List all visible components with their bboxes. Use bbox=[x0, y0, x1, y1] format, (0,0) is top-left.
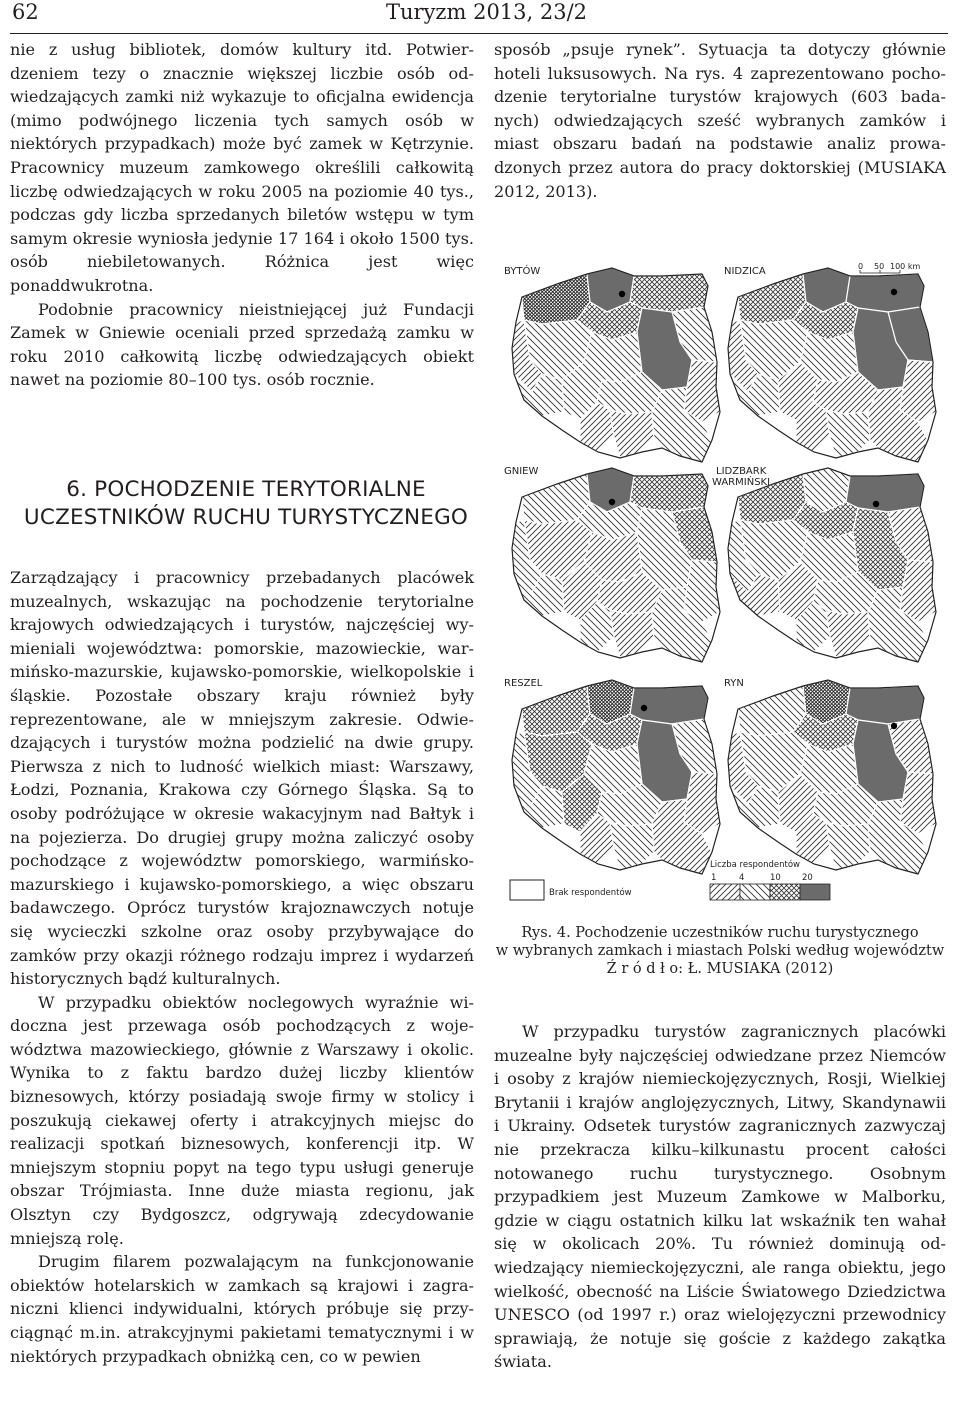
map-panel bbox=[512, 268, 720, 462]
castle-location-marker bbox=[891, 723, 897, 729]
map-label-gniew: GNIEW bbox=[504, 466, 539, 477]
scale-tick-label: 50 bbox=[874, 262, 885, 271]
legend-swatch-4 bbox=[800, 884, 830, 900]
source-label: Ź r ó d ł o: bbox=[606, 961, 684, 977]
paragraph: W przypadku turystów zagranicznych placówki muzealne były najczęściej odwiedzane przez Niemców i osoby z krajów niemieckojęzycznych, Rosji, Wielkiej Brytanii i krajów anglojęzycznych, Litwy, Skandynawii i Ukrainy. Odsetek turystów zagranicznych zazwyczaj nie przekracza kilku–kilkunastu procent całości notowanego ruchu turystycznego. Osobnym przypadkiem jest Muzeum Zamkowe w Malborku, gdzie w ciągu ostatnich kilku lat wskaźnik ten wahał się w okolicach 20%. Tu również dominują odwiedzający niemieckojęzyczni, ale ranga obiektu, jego wielkość, obecność na Liście Światowego Dziedzictwa UNESCO (od 1997 r.) oraz wielojęzyczni przewodnicy sprawiają, że notuje się goście z każdego zakątka świata. bbox=[494, 1022, 946, 1372]
scale-tick-label: 100 km bbox=[890, 262, 921, 271]
voivodeship-region bbox=[846, 474, 924, 512]
figure-caption bbox=[494, 924, 946, 978]
figure-maps bbox=[494, 258, 946, 910]
voivodeship-region bbox=[846, 274, 924, 312]
map-label-nidzica: NIDZICA bbox=[724, 266, 766, 277]
source-initial: Ł. M bbox=[687, 961, 722, 977]
castle-location-marker bbox=[873, 501, 879, 507]
voivodeship-region bbox=[630, 274, 708, 312]
section-heading-line: 6. POCHODZENIE TERYTORIALNE bbox=[66, 477, 426, 502]
legend-tick: 4 bbox=[739, 873, 745, 883]
map-label-ryn: RYN bbox=[724, 678, 744, 689]
map-label-bytow: BYTÓW bbox=[504, 266, 541, 277]
castle-location-marker bbox=[609, 499, 615, 505]
legend-swatch-2 bbox=[740, 884, 770, 900]
map-label-lidzbark-line1: LIDZBARK bbox=[716, 466, 767, 477]
map-label-lidzbark-line2: WARMIŃSKI bbox=[712, 477, 771, 488]
map-panel bbox=[512, 680, 720, 874]
castle-location-marker bbox=[619, 291, 625, 297]
author-initial: M bbox=[863, 157, 881, 177]
paragraph: Zarządzający i pracownicy przebadanych placówek muzealnych, wskazując na pochodzenie terytorialne krajowych odwiedzających i turystów, najczęściej wymieniali województwa: pomorskie, mazowieckie, warmińsko-mazurskie, kujawsko-pomorskie, wielkopolskie i śląskie. Pozostałe obszary kraju również były reprezentowane, ale w mniejszym zakresie. Odwiedzających i turystów można podzielić na dwie grupy. Pierwsza z nich to ludność wielkich miast: Warszawy, Łodzi, Poznania, Krakowa czy Górnego Śląska. Są to osoby podróżujące w okresie wakacyjnym nad Bałtyk i na pojezierza. Do drugiej grupy można zaliczyć osoby pochodzące z województw pomorskiego, warmińsko-mazurskiego i kujawsko-pomorskiego, a więc obszaru badawczego. Oprócz turystów krajoznawczych notuje się wycieczki szkolne oraz osoby przybywające do zamków przy okazji różnego rodzaju imprez i wydarzeń historycznych bądź kulturalnych. bbox=[10, 568, 474, 989]
legend-swatch-none bbox=[510, 880, 544, 900]
paragraph: W przypadku obiektów noclegowych wyraźnie widoczna jest przewaga osób pochodzących z województwa mazowieckiego, głównie z Warszawy i okolic. Wynika to z faktu bardzo dużej liczby klientów biznesowych, którzy posiadają swoje firmy w stolicy i poszukują ciekawej oferty i atrakcyjnych miejsc do realizacji spotkań biznesowych, konferencji itp. W mniejszym stopniu popyt na tego typu usługi generuje obszar Trójmiasta. Inne duże miasta regionu, jak Olsztyn czy Bydgoszcz, odgrywają zdecydowanie mniejszą rolę. bbox=[10, 992, 474, 1248]
legend-swatch-1 bbox=[710, 884, 740, 900]
paragraph: nie z usług bibliotek, domów kultury itd. Potwierdzeniem tezy o znacznie większej liczbie osób odwiedzających zamki niż wykazuje to oficjalna ewidencja (mimo podwójnego liczenia tych samych osób w niektórych przypadkach) może być zamek w Kętrzynie. Pracownicy muzeum zamkowego określili całkowitą liczbę odwiedzających w roku 2005 na poziomie 40 tys., podczas gdy liczba sprzedanych biletów wstępu w tym samym okresie wyniosła jedynie 17 164 i około 1500 tys. osób niebiletowanych. Różnica jest więc ponaddwukrotna. bbox=[10, 40, 474, 295]
source-year: (2012) bbox=[780, 961, 834, 977]
left-column-bottom bbox=[10, 566, 474, 1368]
section-heading bbox=[10, 476, 482, 532]
section-heading-line: UCZESTNIKÓW RUCHU TURYSTYCZNEGO bbox=[23, 505, 469, 530]
text-run: 2012, 2013). bbox=[494, 181, 598, 201]
legend bbox=[510, 859, 830, 900]
map-panel bbox=[728, 268, 936, 462]
page-number: 62 bbox=[12, 0, 39, 24]
caption-source bbox=[494, 960, 946, 978]
map-panel bbox=[512, 468, 720, 662]
author-name: USIAKA bbox=[880, 157, 946, 177]
map-label-reszel: RESZEL bbox=[504, 678, 543, 689]
voivodeship-region bbox=[630, 474, 708, 512]
castle-location-marker bbox=[641, 705, 647, 711]
source-author: USIAKA bbox=[721, 961, 781, 977]
caption-line: Rys. 4. Pochodzenie uczestników ruchu turystycznego bbox=[521, 925, 919, 941]
paragraph: Podobnie pracownicy nieistniejącej już Fundacji Zamek w Gniewie oceniali przed sprzedażą zamku w roku 2010 całkowitą liczbę odwiedzających obiekt nawet na poziomie 80–100 tys. osób rocznie. bbox=[10, 299, 474, 390]
header-rule bbox=[10, 33, 948, 34]
legend-swatch-3 bbox=[770, 884, 800, 900]
legend-no-respondents: Brak respondentów bbox=[549, 888, 632, 898]
legend-tick: 10 bbox=[770, 873, 781, 883]
legend-tick: 20 bbox=[802, 873, 813, 883]
castle-location-marker bbox=[891, 289, 897, 295]
map-panel bbox=[728, 680, 936, 874]
legend-tick: 1 bbox=[711, 873, 717, 883]
scale-bar bbox=[858, 262, 920, 273]
right-column-bottom bbox=[494, 1020, 946, 1374]
left-column-top bbox=[10, 38, 474, 392]
text-run: sposób „psuje rynek”. Sytuacja ta dotyczy głównie hoteli luksusowych. Na rys. 4 zaprezentowano pochodzenie terytorialne turystów krajowych (603 badanych) odwiedzających sześć wybranych zamków i miast obszaru badań na podstawie analiz prowadzonych przez autora do pracy doktorskiej ( bbox=[494, 40, 946, 177]
paragraph bbox=[494, 38, 946, 203]
caption-line: w wybranych zamkach i miastach Polski według województw bbox=[495, 943, 945, 959]
journal-title: Turyzm 2013, 23/2 bbox=[386, 0, 588, 24]
voivodeship-region bbox=[846, 686, 924, 724]
paragraph: Drugim filarem pozwalającym na funkcjonowanie obiektów hotelarskich w zamkach są krajowi i zagraniczni klienci indywidualni, których próbuje się przyciągnąć m.in. atrakcyjnymi pakietami tematycznymi i w niektórych przypadkach obniżką cen, co w pewien bbox=[10, 1252, 474, 1366]
scale-tick-label: 0 bbox=[858, 262, 864, 271]
voivodeship-region bbox=[630, 686, 708, 724]
map-panel bbox=[728, 468, 936, 662]
legend-title: Liczba respondentów bbox=[710, 860, 800, 870]
right-column-top bbox=[494, 38, 946, 203]
